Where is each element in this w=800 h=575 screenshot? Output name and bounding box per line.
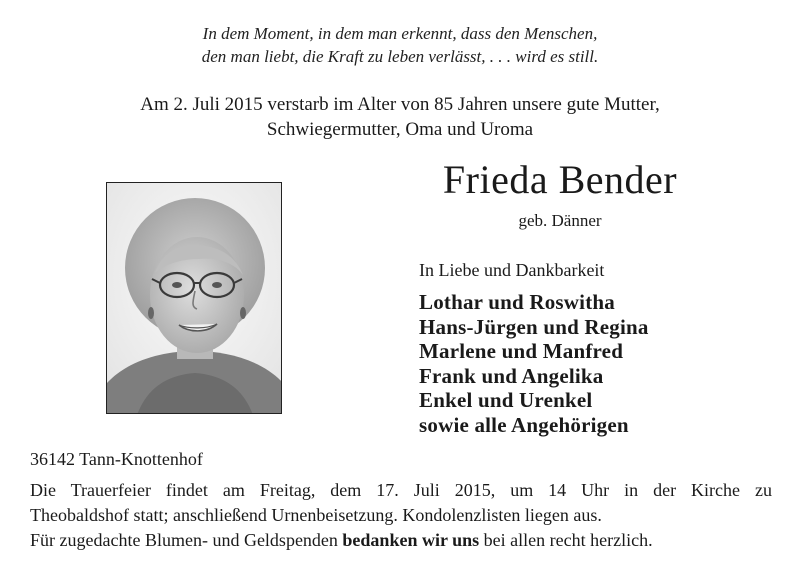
service-line-3-end: bei allen recht herzlich. [483, 530, 653, 550]
service-line-3-start: Für zugedachte Blumen- und Geldspenden [30, 530, 338, 550]
address: 36142 Tann-Knottenhof [30, 449, 203, 469]
portrait-photo [106, 182, 282, 414]
mourners-intro: In Liebe und Dankbarkeit [419, 260, 605, 280]
deceased-name: Frieda Bender [442, 157, 678, 202]
mourner-line: Frank und Angelika [419, 363, 604, 388]
mourner-line: Lothar und Roswitha [419, 290, 615, 314]
service-info [30, 478, 772, 553]
announcement-line-1: Am 2. Juli 2015 verstarb im Alter von 85 Jahren unsere gute Mutter, [140, 94, 660, 115]
service-line-3-bold: bedanken wir uns [342, 530, 480, 550]
quote-line-2: den man liebt, die Kraft zu leben verlässt, . . . wird es still. [201, 47, 599, 66]
announcement [0, 92, 800, 142]
mourner-line: sowie alle Angehörigen [419, 412, 629, 437]
service-line-1: Die Trauerfeier findet am Freitag, dem 17. Juli 2015, um 14 Uhr in der Kirche zu [30, 480, 772, 500]
portrait-photo-icon [107, 183, 282, 414]
mourner-line: Enkel und Urenkel [419, 388, 593, 413]
announcement-line-2: Schwiegermutter, Oma und Uroma [266, 119, 534, 140]
service-line-3 [30, 528, 772, 553]
quote [0, 22, 800, 68]
mourners-list [419, 290, 649, 438]
mourner-line: Hans-Jürgen und Regina [419, 314, 649, 339]
birth-name: geb. Dänner [518, 211, 602, 230]
mourner-line: Marlene und Manfred [419, 339, 624, 364]
quote-line-1: In dem Moment, in dem man erkennt, dass den Menschen, [202, 24, 598, 43]
service-line-2: Theobaldshof statt; anschließend Urnenbeisetzung. Kondolenzlisten liegen aus. [30, 505, 602, 525]
